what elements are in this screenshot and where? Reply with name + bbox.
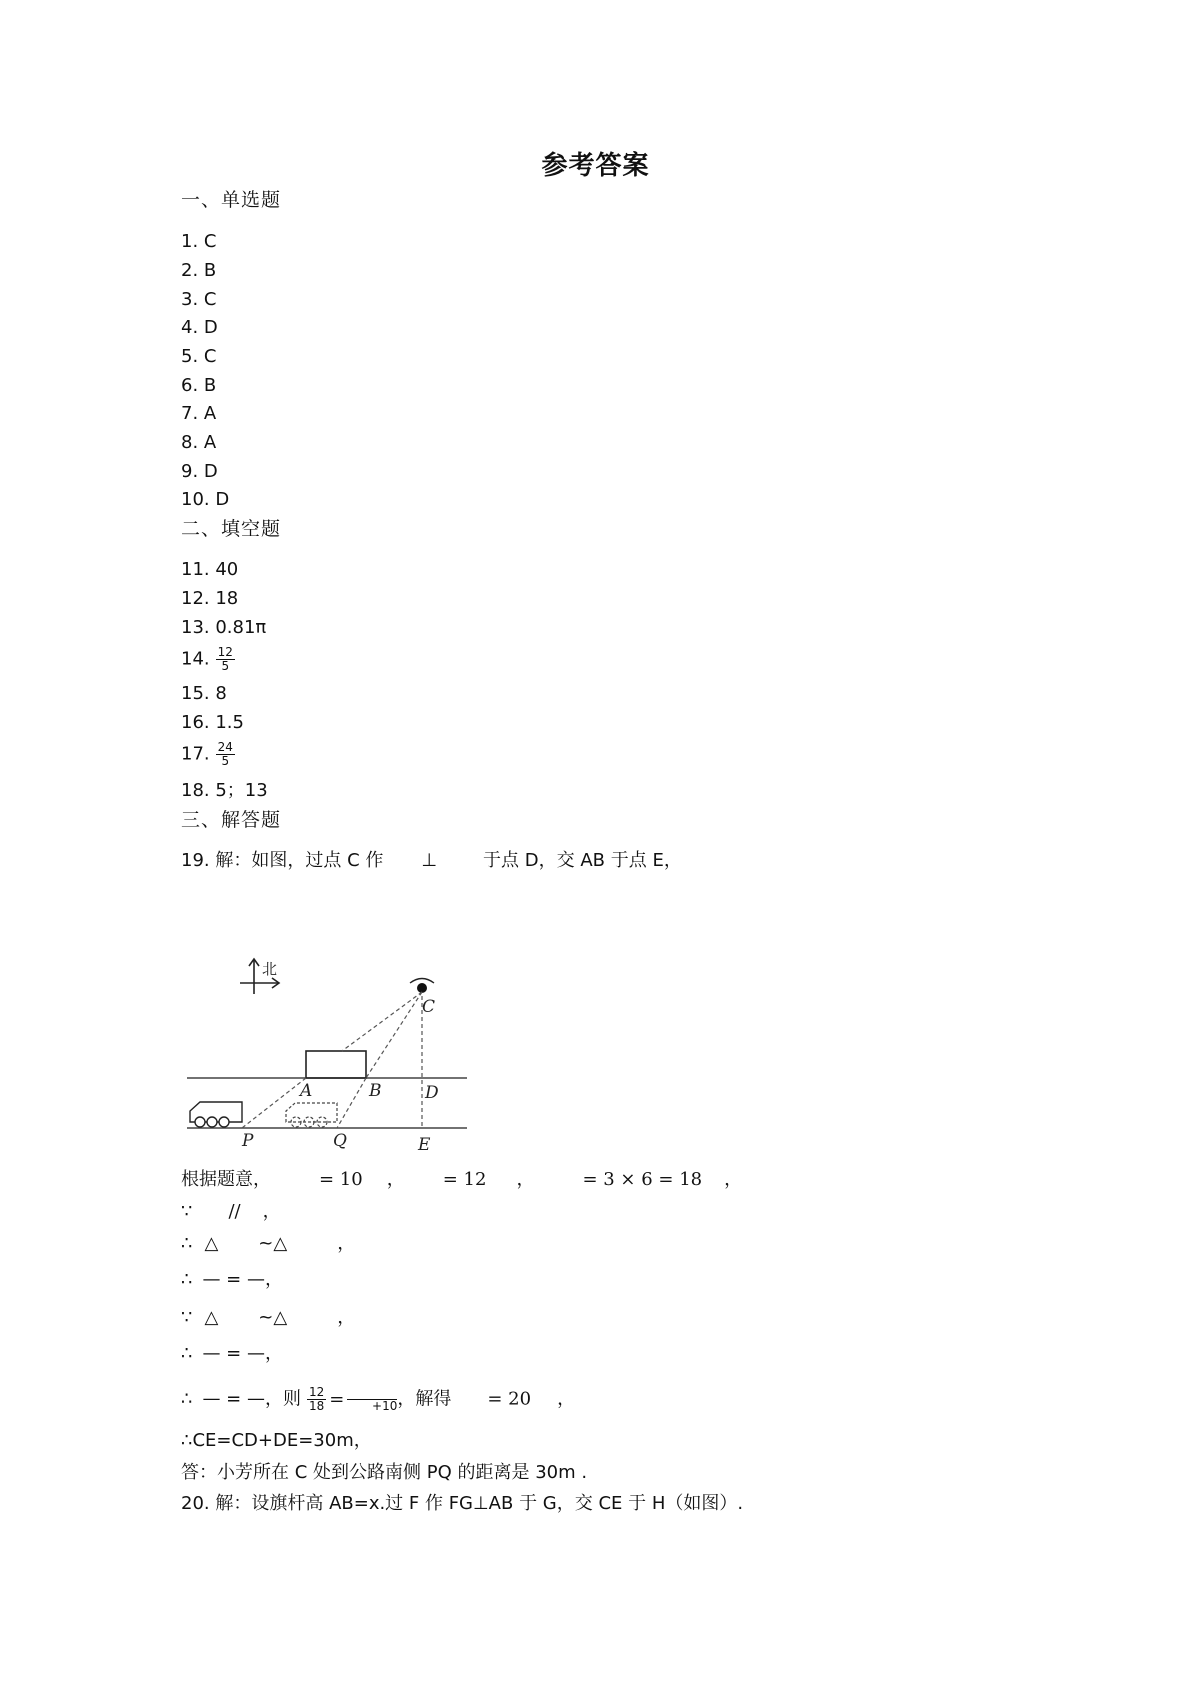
triangle-symbol: △ — [204, 1233, 219, 1254]
parallel-symbol: // — [228, 1201, 241, 1222]
because-symbol: ∵ — [181, 1307, 193, 1328]
separator-comma: ， — [724, 1169, 743, 1190]
separator-comma: ， — [337, 1233, 356, 1254]
answer-18: 18. 5；13 — [181, 780, 268, 801]
q19-result: ∴CE=CD+DE=30m， — [181, 1430, 372, 1451]
ratio-fraction — [307, 1386, 326, 1413]
answer-2: 2. B — [181, 260, 217, 281]
fraction-numerator: 12 — [217, 645, 233, 659]
section-heading-solutions: 三、解答题 — [181, 809, 282, 831]
separator-comma: ， — [557, 1388, 576, 1410]
separator-comma: ， — [516, 1169, 535, 1190]
fraction-denominator: +10 — [372, 1398, 398, 1413]
answer-1: 1. C — [181, 231, 217, 252]
then-text: ，则 — [264, 1388, 301, 1410]
label-q: Q — [333, 1131, 347, 1151]
answer-3: 3. C — [181, 289, 217, 310]
fraction-denominator: 5 — [221, 754, 230, 768]
answer-8: 8. A — [181, 432, 217, 453]
answer-5: 5. C — [181, 346, 217, 367]
separator-comma: ， — [386, 1169, 405, 1190]
section-heading-fill-blank: 二、填空题 — [181, 518, 282, 540]
answer-4: 4. D — [181, 317, 218, 338]
answer-10: 10. D — [181, 489, 230, 510]
label-b: B — [369, 1081, 382, 1101]
q20-intro: 20. 解：设旗杆高 AB=x.过 F 作 FG⊥AB 于 G，交 CE 于 H（如图）. — [181, 1493, 744, 1514]
q19-given — [181, 1168, 742, 1192]
therefore-symbol: ∴ — [181, 1388, 193, 1410]
unknown-fraction — [347, 1387, 397, 1413]
car-icon — [190, 1102, 242, 1127]
answer-14-fraction — [216, 646, 235, 673]
ratio-equation: — = — — [202, 1269, 265, 1290]
answer-11: 11. 40 — [181, 559, 239, 580]
similar-symbol: ~△ — [258, 1233, 288, 1254]
q19-answer: 答：小芳所在 C 处到公路南侧 PQ 的距离是 30m . — [181, 1462, 588, 1483]
eye-icon — [410, 979, 434, 994]
fraction-denominator: 5 — [221, 659, 230, 673]
because-symbol: ∵ — [181, 1201, 193, 1222]
answer-7: 7. A — [181, 403, 217, 424]
equals-sign: = — [329, 1388, 345, 1410]
car-outline-icon — [286, 1103, 337, 1127]
answer-6: 6. B — [181, 375, 217, 396]
answer-13: 13. 0.81π — [181, 617, 267, 638]
therefore-symbol: ∴ — [181, 1343, 193, 1364]
perpendicular-symbol: ⊥ — [421, 850, 438, 871]
label-c: C — [422, 997, 436, 1017]
section-heading-single-choice: 一、单选题 — [181, 189, 282, 211]
q19-intro-text: 19. 解：如图，过点 C 作 — [181, 850, 384, 871]
answer-12: 12. 18 — [181, 588, 239, 609]
solve-text: ，解得 — [397, 1388, 452, 1410]
given-prefix: 根据题意， — [181, 1169, 271, 1190]
given-value-2: = 12 — [442, 1169, 487, 1190]
answer-15: 15. 8 — [181, 683, 227, 704]
q19-step-parallel — [181, 1200, 281, 1224]
separator-comma: ， — [337, 1307, 356, 1328]
label-a: A — [300, 1081, 313, 1101]
therefore-symbol: ∴ — [181, 1269, 193, 1290]
answer-16: 16. 1.5 — [181, 712, 244, 733]
separator-comma: ， — [264, 1269, 283, 1290]
q19-step-similar-1 — [181, 1232, 355, 1256]
q19-intro — [181, 849, 682, 873]
q19-intro-text-2: 于点 D，交 AB 于点 E， — [483, 850, 682, 871]
answer-17 — [181, 741, 235, 768]
label-e: E — [418, 1135, 431, 1153]
answer-9: 9. D — [181, 461, 218, 482]
page-title: 参考答案 — [541, 151, 650, 181]
answer-14-label: 14. — [181, 648, 210, 670]
answer-14 — [181, 646, 235, 673]
triangle-symbol: △ — [204, 1307, 219, 1328]
north-label: 北 — [262, 960, 278, 978]
separator-comma: ， — [262, 1201, 281, 1222]
q19-step-solve — [181, 1386, 575, 1413]
q19-step-ratio-1 — [181, 1268, 283, 1292]
ratio-equation: — = — — [202, 1343, 265, 1364]
q19-step-similar-2 — [181, 1306, 355, 1330]
q19-step-ratio-2 — [181, 1342, 283, 1366]
answer-17-fraction — [216, 741, 235, 768]
therefore-symbol: ∴ — [181, 1233, 193, 1254]
label-d: D — [425, 1083, 439, 1103]
fraction-numerator: 12 — [308, 1385, 325, 1399]
given-value-1: = 10 — [319, 1169, 363, 1190]
fraction-denominator: 18 — [308, 1399, 325, 1413]
q19-diagram — [182, 948, 472, 1153]
similar-symbol: ~△ — [258, 1307, 288, 1328]
label-p: P — [242, 1131, 254, 1151]
solve-value: = 20 — [487, 1388, 532, 1410]
separator-comma: ， — [264, 1343, 283, 1364]
building-rectangle — [306, 1051, 366, 1078]
given-value-3: = 3 × 6 = 18 — [582, 1169, 703, 1190]
sight-lines — [242, 992, 422, 1128]
fraction-numerator: 24 — [217, 740, 233, 754]
answer-17-label: 17. — [181, 743, 210, 765]
ratio-equation: — = — — [202, 1388, 265, 1410]
